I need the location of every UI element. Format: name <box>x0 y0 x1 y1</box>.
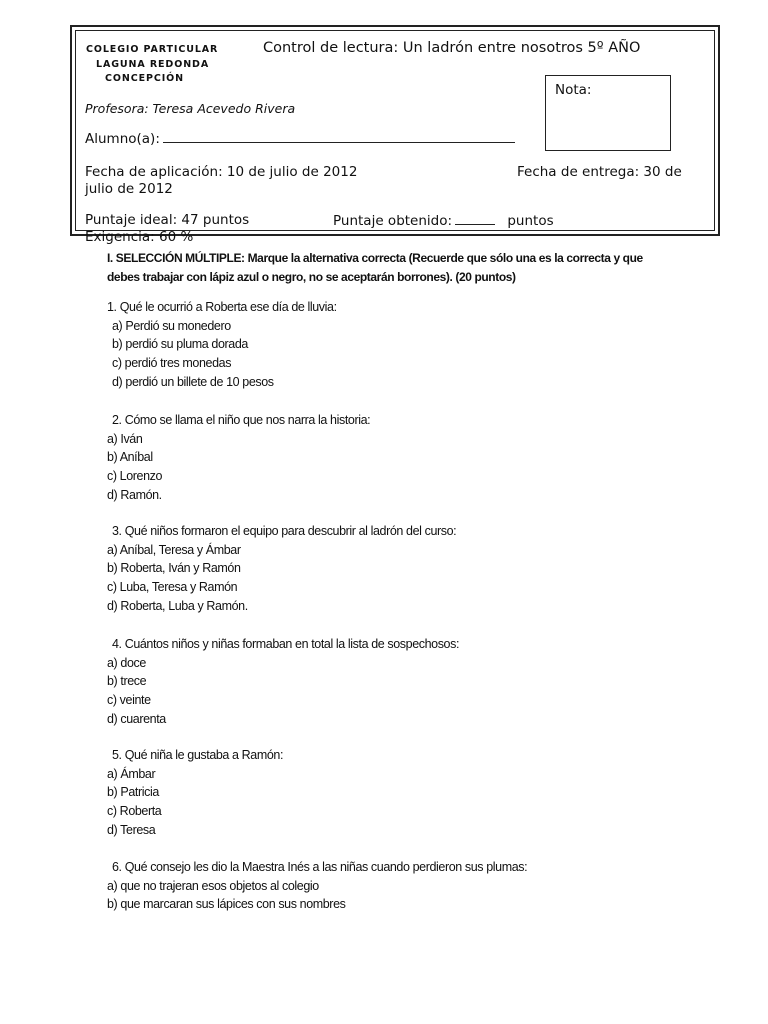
ideal-score: Puntaje ideal: 47 puntos <box>85 212 250 228</box>
document-title: Control de lectura: Un ladrón entre nosotros 5º AÑO <box>263 40 641 56</box>
answer-option[interactable]: c) Roberta <box>107 804 162 819</box>
section-instructions <box>107 249 672 287</box>
school-name-line1: COLEGIO PARTICULAR <box>86 44 219 55</box>
student-name-field[interactable] <box>163 130 515 143</box>
answer-option[interactable]: b) Roberta, Iván y Ramón <box>107 561 241 576</box>
application-date-line2: julio de 2012 <box>85 181 173 197</box>
answer-option[interactable]: d) Teresa <box>107 822 156 837</box>
student-label: Alumno(a): <box>85 131 160 147</box>
question-6 <box>107 858 687 914</box>
instruction-line-2: debes trabajar con lápiz azul o negro, no se aceptarán borrones). (20 puntos) <box>107 270 516 284</box>
answer-option[interactable]: b) que marcaran sus lápices con sus nombres <box>107 897 346 912</box>
question-text: 6. Qué consejo les dio la Maestra Inés a las niñas cuando perdieron sus plumas: <box>112 860 528 874</box>
cut-off-line: Exigencia: 60 % <box>85 229 194 245</box>
answer-option[interactable]: b) Aníbal <box>107 450 153 465</box>
obtained-score-row <box>333 212 554 229</box>
student-name-row <box>85 130 515 147</box>
answer-option[interactable]: d) cuarenta <box>107 711 166 726</box>
answer-option[interactable]: c) Lorenzo <box>107 469 163 484</box>
answer-option[interactable]: a) que no trajeran esos objetos al colegio <box>107 878 319 893</box>
header-box <box>70 25 720 245</box>
grade-box <box>545 75 671 151</box>
application-date-line1: Fecha de aplicación: 10 de julio de 2012 <box>85 164 358 180</box>
answer-option[interactable]: c) veinte <box>107 693 151 708</box>
answer-option[interactable]: a) Aníbal, Teresa y Ámbar <box>107 542 241 557</box>
answer-option[interactable]: b) trece <box>107 674 147 689</box>
answer-option[interactable]: b) perdió su pluma dorada <box>112 337 248 352</box>
question-5 <box>107 746 687 839</box>
question-text: 2. Cómo se llama el niño que nos narra la historia: <box>112 413 371 427</box>
question-1 <box>107 298 687 391</box>
question-text: 1. Qué le ocurrió a Roberta ese día de lluvia: <box>107 300 337 314</box>
obtained-score-suffix: puntos <box>507 213 554 229</box>
question-text: 5. Qué niña le gustaba a Ramón: <box>112 748 284 762</box>
answer-option[interactable]: c) perdió tres monedas <box>112 356 232 371</box>
answer-option[interactable]: a) Ámbar <box>107 766 156 781</box>
teacher-name: Profesora: Teresa Acevedo Rivera <box>85 101 296 116</box>
answer-option[interactable]: a) Perdió su monedero <box>112 318 231 333</box>
answer-option[interactable]: b) Patricia <box>107 785 159 800</box>
question-2 <box>107 411 687 504</box>
instruction-line-1: I. SELECCIÓN MÚLTIPLE: Marque la alternativa correcta (Recuerde que sólo una es la correcta y que <box>107 251 643 265</box>
delivery-date: Fecha de entrega: 30 de <box>517 164 682 180</box>
header-inner-frame <box>75 30 715 245</box>
obtained-score-field[interactable] <box>455 212 495 225</box>
question-text: 4. Cuántos niños y niñas formaban en total la lista de sospechosos: <box>112 637 460 651</box>
answer-option[interactable]: d) Roberta, Luba y Ramón. <box>107 598 248 613</box>
answer-option[interactable]: d) perdió un billete de 10 pesos <box>112 374 274 389</box>
answer-option[interactable]: a) doce <box>107 655 146 670</box>
school-name-line3: CONCEPCIÓN <box>105 73 184 84</box>
school-name-line2: LAGUNA REDONDA <box>96 59 210 70</box>
question-4 <box>107 635 687 728</box>
question-text: 3. Qué niños formaron el equipo para descubrir al ladrón del curso: <box>112 524 457 538</box>
answer-option[interactable]: c) Luba, Teresa y Ramón <box>107 580 238 595</box>
grade-label: Nota: <box>555 82 592 98</box>
answer-option[interactable]: a) Iván <box>107 431 143 446</box>
question-3 <box>107 522 687 615</box>
obtained-score-label: Puntaje obtenido: <box>333 213 453 229</box>
answer-option[interactable]: d) Ramón. <box>107 487 162 502</box>
